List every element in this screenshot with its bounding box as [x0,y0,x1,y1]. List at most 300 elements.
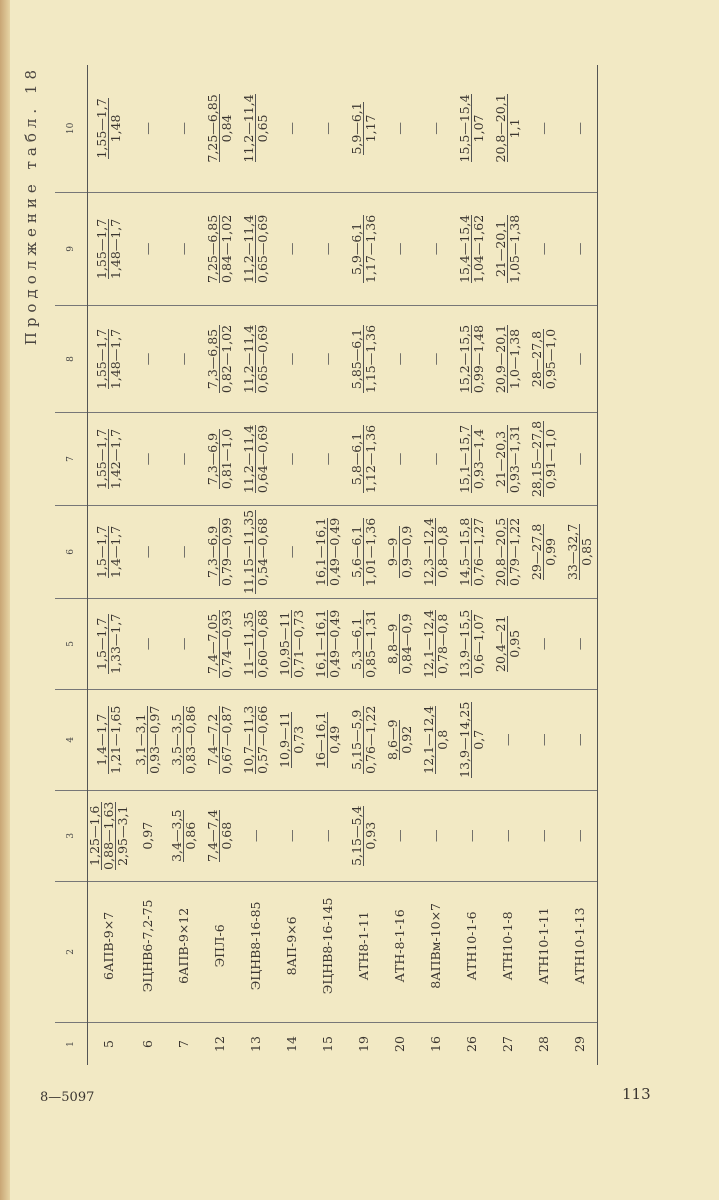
table-row [201,65,237,1065]
table-cell-col-2 [489,881,525,1022]
table-cell-col-8 [273,305,309,412]
table-cell-col-5 [561,598,598,689]
denominator: 1,1 [506,118,522,139]
denominator: 1,33—1,7 [108,613,123,674]
table-cell-col-8 [489,305,525,412]
table-cell-col-3 [201,790,237,881]
numerator: 7,3—6,85 [206,325,220,393]
denominator: 1,17—1,36 [362,214,378,283]
col-header-7: 7 [55,413,88,506]
value: — [139,122,155,135]
value: — [571,352,587,366]
table-cell-col-8 [525,305,561,412]
single-value [285,453,298,466]
fraction-value [350,102,377,154]
table-cell-col-5 [165,598,201,689]
table-cell-col-3 [273,790,309,881]
table-cell-col-7 [489,413,525,506]
fraction-value [242,610,269,678]
numerator: 10,95—11 [276,611,292,676]
fraction-value [458,215,485,283]
unit-code: АТН10-1-8 [499,911,515,981]
numerator: 1,55—1,7 [94,218,109,279]
numerator: 8,6—9 [384,719,400,760]
table-row [129,65,165,1065]
fraction-value [95,429,122,489]
numerator: 12,1—12,4 [420,609,436,678]
value: — [463,829,479,842]
row-number: 13 [247,1036,263,1052]
table-cell-col-7 [129,413,165,506]
table-cell-col-2 [453,881,489,1022]
numerator: 3,1—3,1 [134,706,148,774]
fraction-value [242,325,269,393]
table-cell-col-9 [129,192,165,305]
single-value [537,734,550,747]
table-cell-col-10 [88,65,130,192]
value: — [139,637,155,651]
fraction-value [314,610,341,678]
table-cell-col-4 [525,689,561,790]
denominator: 0,84—0,9 [398,613,414,674]
numerator: 13,9—15,5 [456,609,472,678]
denominator: 1,07 [470,114,486,143]
fraction-value [458,610,485,678]
denominator: 0,8 [434,729,450,750]
table-cell-col-1 [273,1023,309,1065]
table-cell-col-9 [489,192,525,305]
denominator: 0,68 [218,821,234,850]
fraction-value [314,712,341,768]
value: — [427,242,443,256]
table-cell-col-5 [273,598,309,689]
table-cell-col-2 [345,881,381,1022]
table-cell-col-3 [237,790,273,881]
numerator: 3,5—3,5 [170,706,184,774]
col-header-6: 6 [55,505,88,598]
table-cell-col-5 [88,598,130,689]
table-cell-col-2 [273,881,309,1022]
numerator: 28,15—27,8 [528,420,544,498]
single-value [141,546,154,559]
table-cell-col-8 [88,305,130,412]
fraction-value [458,702,485,778]
table-cell-col-1 [525,1023,561,1065]
col-header-5: 5 [55,598,88,689]
table-cell-col-3 [381,790,417,881]
numerator: 1,55—1,7 [94,98,109,159]
table-cell-col-9 [381,192,417,305]
single-value [501,829,514,842]
table-cell-col-4 [561,689,598,790]
fraction-value [350,215,377,283]
single-value [177,353,190,366]
table-cell-col-4 [237,689,273,790]
unit-code: 8АПВм-10×7 [427,902,443,989]
col-header-9: 9 [55,192,88,305]
row-number: 14 [283,1036,299,1052]
table-cell-col-8 [561,305,598,412]
single-value [285,122,298,135]
value: — [139,545,155,559]
single-value [537,243,550,256]
col-header-8: 8 [55,305,88,412]
fraction-value [494,94,521,162]
value: — [283,829,299,842]
numerator: 10,9—11 [276,711,292,768]
table-cell-col-9 [273,192,309,305]
unit-code: ЭЦНВ8-16-85 [247,901,263,991]
denominator: 0,93—1,31 [506,424,522,494]
fraction-value [88,802,129,870]
denominator: 0,86 [182,821,198,850]
value: — [571,733,587,747]
table-cell-col-5 [453,598,489,689]
numerator: 15,4—15,4 [456,214,472,283]
numerator: 15,1—15,7 [456,424,472,494]
table-cell-col-10 [309,65,345,192]
unit-code: 8АП-9×6 [283,916,299,976]
fraction-value [386,614,413,674]
single-value [177,638,190,651]
table-cell-col-6 [88,505,130,598]
printer-signature: 8—5097 [40,1090,95,1105]
denominator: 0,84—1,02 [218,214,234,283]
fraction-value [530,421,557,497]
table-cell-col-5 [309,598,345,689]
table-cell-col-10 [417,65,453,192]
denominator: 0,65 [254,114,270,143]
value: — [139,352,155,366]
unit-code: ЭПЛ-6 [211,924,227,968]
denominator: 0,82—1,02 [218,324,234,394]
numerator: 20,8—20,5 [492,517,508,586]
table-cell-col-9 [88,192,130,305]
denominator: 1,4—1,7 [108,525,123,579]
table-cell-col-7 [525,413,561,506]
value: — [535,122,551,135]
denominator: 0,91—1,0 [542,428,558,490]
numerator: 8,8—9 [386,614,400,674]
numerator: 5,9—6,1 [350,215,364,283]
table-row [309,65,345,1065]
table-cell-col-5 [525,598,561,689]
numerator: 7,4—7,4 [204,809,220,862]
table-cell-col-3 [453,790,489,881]
table-row [345,65,381,1065]
numerator: 11,2—11,4 [240,324,256,394]
value: — [175,242,191,256]
fraction-value [134,706,161,774]
value: — [319,829,335,842]
single-value [573,829,586,842]
table-cell-col-10 [129,65,165,192]
single-value [501,734,514,747]
page-number: 113 [622,1085,651,1103]
value: — [283,352,299,366]
single-value [573,453,586,466]
numerator: 5,3—6,1 [350,610,364,678]
numerator: 15,2—15,5 [456,324,472,394]
table-cell-col-2 [88,881,130,1022]
single-value [573,734,586,747]
numerator: 16,1—16,1 [312,517,328,586]
table-row [561,65,598,1065]
table-cell-col-2 [237,881,273,1022]
table-cell-col-9 [237,192,273,305]
denominator: 0,84 [218,114,234,143]
row-number: 6 [139,1040,155,1049]
row-number: 15 [319,1036,335,1052]
table-cell-col-9 [525,192,561,305]
denominator: 1,17 [362,114,378,143]
table-cell-col-9 [561,192,598,305]
table-cell-col-9 [345,192,381,305]
table-body [88,65,598,1065]
fraction-value [494,518,521,586]
fraction-value [242,510,269,594]
value: — [535,733,551,747]
numerator: 10,7—11,3 [240,705,256,774]
single-value [285,353,298,366]
table-cell-col-1 [489,1023,525,1065]
numerator: 7,3—6,9 [206,518,220,586]
table-cell-col-8 [417,305,453,412]
denominator: 0,85—1,31 [362,609,378,678]
table-cell-col-6 [381,505,417,598]
denominator: 1,0—1,38 [506,328,522,390]
col-header-1: 1 [55,1023,88,1065]
fraction-value [458,425,485,493]
table-cell-col-3 [88,790,130,881]
numerator: 11,2—11,4 [240,94,256,163]
value: — [535,829,551,842]
table-cell-col-1 [417,1023,453,1065]
single-value [249,829,262,842]
table-cell-col-7 [88,413,130,506]
value: — [391,242,407,256]
col-header-10: 10 [55,65,88,192]
table-cell-col-5 [345,598,381,689]
single-value [177,243,190,256]
table-cell-col-9 [201,192,237,305]
row-number: 5 [101,1040,116,1049]
numerator: 20,8—20,1 [492,94,508,163]
fraction-value [350,806,377,866]
value: — [391,352,407,366]
single-value [429,353,442,366]
value: — [571,452,587,466]
table-caption: Продолжение табл. 18 [22,65,40,346]
single-value [321,243,334,256]
table-cell-col-6 [561,505,598,598]
denominator: 0,9—0,9 [398,525,414,579]
fraction-value [206,518,233,586]
numerator: 5,6—6,1 [350,518,364,586]
denominator: 0,76—1,22 [362,705,378,774]
value: — [571,122,587,135]
col-header-4: 4 [55,689,88,790]
table-row [165,65,201,1065]
fraction-value [458,325,485,393]
row-number: 12 [211,1036,227,1052]
single-value [537,829,550,842]
single-value [429,829,442,842]
denominator: 2,95—3,1 [115,805,130,866]
fraction-value [350,325,377,393]
denominator: 0,65—0,69 [254,214,270,283]
header-row [55,65,88,1065]
table-cell-col-10 [237,65,273,192]
value: — [283,122,299,135]
numerator: 13,9—14,25 [456,701,472,778]
row-number: 7 [175,1040,191,1049]
table-cell-col-10 [201,65,237,192]
fraction-value [494,215,521,283]
table-cell-col-4 [129,689,165,790]
fraction-value [422,610,449,678]
denominator: 0,49—0,49 [326,517,342,586]
numerator: 1,5—1,7 [95,614,109,674]
table-cell-col-5 [129,598,165,689]
row-number: 20 [391,1036,407,1052]
table-cell-col-9 [165,192,201,305]
table-cell-col-8 [129,305,165,412]
fraction-value [350,706,377,774]
denominator: 1,05—1,38 [506,214,522,283]
numerator: 9—9 [386,526,400,578]
single-value [429,243,442,256]
col-header-3: 3 [55,790,88,881]
table-cell-col-7 [381,413,417,506]
table-cell-col-1 [453,1023,489,1065]
denominator: 0,49 [326,725,342,754]
numerator: 16,1—16,1 [312,609,328,678]
value: — [571,242,587,256]
single-value [573,122,586,135]
unit-code: АТН10-1-13 [571,907,587,985]
rotated-table-block [20,65,620,1065]
single-value [141,122,154,135]
table-row [453,65,489,1065]
table-cell-col-10 [489,65,525,192]
value: — [499,733,515,747]
value: — [391,122,407,135]
denominator: 0,8—0,8 [434,525,450,579]
table-cell-col-2 [417,881,453,1022]
denominator: 0,85 [578,537,594,566]
denominator: 0,78—0,8 [434,613,450,674]
table-cell-col-10 [453,65,489,192]
table-cell-col-1 [345,1023,381,1065]
value: — [139,452,155,466]
denominator: 1,01—1,36 [362,517,378,586]
fraction-value [494,325,521,393]
single-value [321,829,334,842]
fraction-value [95,98,122,158]
value: — [427,352,443,366]
table-cell-col-5 [201,598,237,689]
table-cell-col-3 [165,790,201,881]
denominator: 1,42—1,7 [108,428,123,490]
numerator: 21—20,1 [494,215,508,283]
denominator: 0,65—0,69 [254,324,270,394]
fraction-value [206,810,233,862]
table-cell-col-8 [309,305,345,412]
denominator: 0,57—0,66 [254,705,270,774]
numerator: 12,3—12,4 [420,517,436,586]
single-value [429,122,442,135]
denominator: 0,71—0,73 [290,609,306,678]
table-cell-col-10 [165,65,201,192]
table-cell-col-1 [201,1023,237,1065]
denominator: 0,81—1,0 [218,428,234,490]
fraction-value [386,526,413,578]
table-cell-col-1 [561,1023,598,1065]
unit-code: АТН10-1-6 [463,911,479,981]
table-cell-col-3 [489,790,525,881]
single-value [285,829,298,842]
table-cell-col-2 [201,881,237,1022]
denominator: 0,79—0,99 [218,517,234,586]
numerator: 7,4—7,05 [206,610,220,678]
fraction-value [350,518,377,586]
table-cell-col-6 [273,505,309,598]
table-cell-col-7 [453,413,489,506]
table-cell-col-9 [453,192,489,305]
denominator: 0,95 [506,629,522,658]
unit-code: АТН10-1-11 [535,907,551,985]
value: — [175,545,191,559]
numerator: 5,8—6,1 [350,425,364,493]
table-cell-col-1 [381,1023,417,1065]
single-value [393,829,406,842]
denominator: 0,99—1,48 [470,324,486,394]
fraction-value [95,706,122,774]
numerator: 7,25—6,85 [204,94,220,163]
table-cell-col-2 [309,881,345,1022]
value: — [283,545,299,559]
denominator: 0,7 [470,729,486,750]
single-value [573,638,586,651]
value: — [499,829,515,842]
single-value [321,453,334,466]
single-value [537,122,550,135]
numerator: 1,4—1,7 [95,706,109,774]
table-cell-col-3 [525,790,561,881]
numerator: 11,2—11,4 [240,214,256,283]
fraction-value [530,329,557,389]
table-cell-col-1 [88,1023,130,1065]
numerator: 5,85—6,1 [350,325,364,393]
value: — [319,452,335,466]
denominator: 0,64—0,69 [254,424,270,494]
numerator: 20,4—21 [492,615,508,672]
numerator: 5,9—6,1 [348,102,364,155]
value: — [175,637,191,651]
numerator: 16—16,1 [312,711,328,768]
table-cell-col-3 [345,790,381,881]
numerator: 7,4—7,2 [206,706,220,774]
fraction-value [458,94,485,162]
numerator: 11,2—11,4 [240,424,256,494]
numerator: 21—20,3 [494,425,508,493]
fraction-value [242,94,269,162]
value: — [535,242,551,256]
unit-code: 6АПВ-9×7 [101,911,116,980]
fraction-value [422,706,449,774]
denominator: 0,99 [542,537,558,566]
